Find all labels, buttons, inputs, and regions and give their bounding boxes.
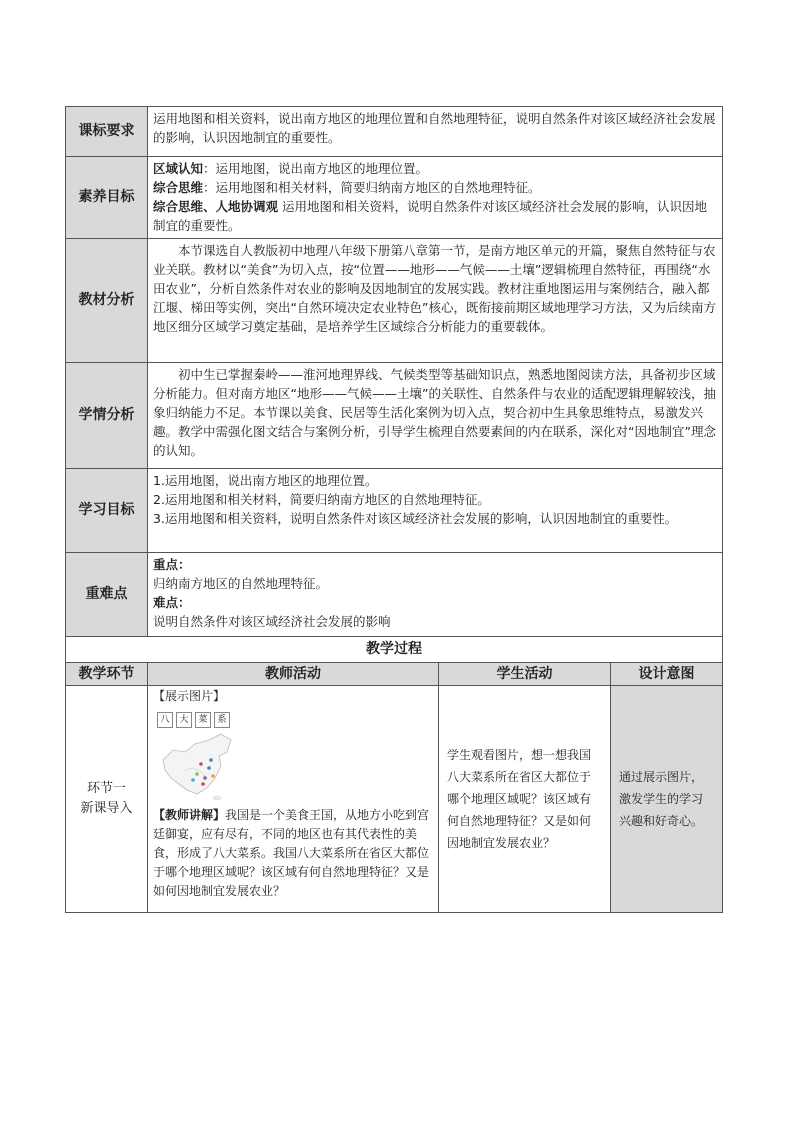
design-intent: 通过展示图片，激发学生的学习兴趣和好奇心。 bbox=[611, 686, 723, 913]
row-label-learner: 学情分析 bbox=[66, 363, 148, 469]
teacher-activity bbox=[148, 686, 439, 913]
col-header-teacher: 教师活动 bbox=[148, 663, 439, 686]
textbook-analysis: 本节课选自人教版初中地理八年级下册第八章第一节，是南方地区单元的开篇，聚焦自然特征与农业关联。教材以“美食”为切入点，按“位置——地形——气候——土壤”逻辑梳理自然特征，再围绕“水田农业”，分析自然条件对农业的影响及因地制宜的发展实践。教材注重地图运用与案例结合，融入都江堰、梯田等实例，突出“自然环境决定农业特色”核心，既衔接前期区域地理学习方法，又为后续南方地区细分区域学习奠定基础，是培养学生区域综合分析能力的重要载体。 bbox=[148, 239, 723, 363]
teacher-talk: 【教师讲解】我国是一个美食王国，从地方小吃到宫廷御宴，应有尽有，不同的地区也有其代表性的美食，形成了八大菜系。我国八大菜系所在省区大都位于哪个地理区域呢？该区域有何自然地理特征？又是如何因地制宜发展农业？ bbox=[153, 808, 430, 898]
tile-char: 系 bbox=[214, 712, 230, 728]
tile-char: 八 bbox=[157, 712, 173, 728]
col-header-student: 学生活动 bbox=[439, 663, 611, 686]
row-label-standard: 课标要求 bbox=[66, 107, 148, 157]
learning-objectives bbox=[148, 469, 723, 553]
row-label-objectives: 学习目标 bbox=[66, 469, 148, 553]
key-text: 归纳南方地区的自然地理特征。 bbox=[153, 576, 329, 591]
stage-name: 环节一 新课导入 bbox=[66, 686, 148, 913]
learner-analysis: 初中生已掌握秦岭——淮河地理界线、气候类型等基础知识点，熟悉地图阅读方法，具备初步区域分析能力。但对南方地区“地形——气候——土壤”的关联性、自然条件与农业的适配逻辑理解较浅，抽象归纳能力不足。本节课以美食、民居等生活化案例为切入点，契合初中生具象思维特点，易激发兴趣。教学中需强化图文结合与案例分析，引导学生梳理自然要素间的内在联系，深化对“因地制宜”理念的认知。 bbox=[148, 363, 723, 469]
cuisine-map-figure bbox=[157, 712, 237, 804]
col-header-intent: 设计意图 bbox=[611, 663, 723, 686]
standard-text: 运用地图和相关资料，说出南方地区的地理位置和自然地理特征，说明自然条件对该区域经济社会发展的影响，认识因地制宜的重要性。 bbox=[148, 107, 723, 157]
difficulty-label: 难点： bbox=[153, 595, 191, 610]
difficulty-text: 说明自然条件对该区域经济社会发展的影响 bbox=[153, 614, 391, 629]
objective-item: 3.运用地图和相关资料，说明自然条件对该区域经济社会发展的影响，认识因地制宜的重要性。 bbox=[153, 511, 678, 526]
literacy-goals bbox=[148, 157, 723, 239]
student-activity: 学生观看图片，想一想我国八大菜系所在省区大都位于哪个地理区域呢？该区域有何自然地理特征？又是如何因地制宜发展农业？ bbox=[439, 686, 611, 913]
literacy-item: 综合思维：运用地图和相关材料，简要归纳南方地区的自然地理特征。 bbox=[153, 180, 541, 195]
row-label-literacy: 素养目标 bbox=[66, 157, 148, 239]
objective-item: 1.运用地图，说出南方地区的地理位置。 bbox=[153, 473, 378, 488]
cuisine-title-tiles bbox=[157, 712, 237, 728]
tile-char: 大 bbox=[176, 712, 192, 728]
lesson-plan-table bbox=[65, 106, 723, 913]
tile-char: 菜 bbox=[195, 712, 211, 728]
key-label: 重点： bbox=[153, 557, 191, 572]
process-title: 教学过程 bbox=[66, 637, 723, 663]
china-map-icon bbox=[157, 730, 237, 804]
key-difficult-points bbox=[148, 553, 723, 637]
objective-item: 2.运用地图和相关材料，简要归纳南方地区的自然地理特征。 bbox=[153, 492, 490, 507]
show-picture-tag: 【展示图片】 bbox=[153, 689, 226, 703]
col-header-stage: 教学环节 bbox=[66, 663, 148, 686]
literacy-item: 区域认知：运用地图，说出南方地区的地理位置。 bbox=[153, 161, 429, 176]
row-label-keypoints: 重难点 bbox=[66, 553, 148, 637]
literacy-item: 综合思维、人地协调观 运用地图和相关资料，说明自然条件对该区域经济社会发展的影响，认识因地制宜的重要性。 bbox=[153, 199, 707, 233]
row-label-textbook: 教材分析 bbox=[66, 239, 148, 363]
